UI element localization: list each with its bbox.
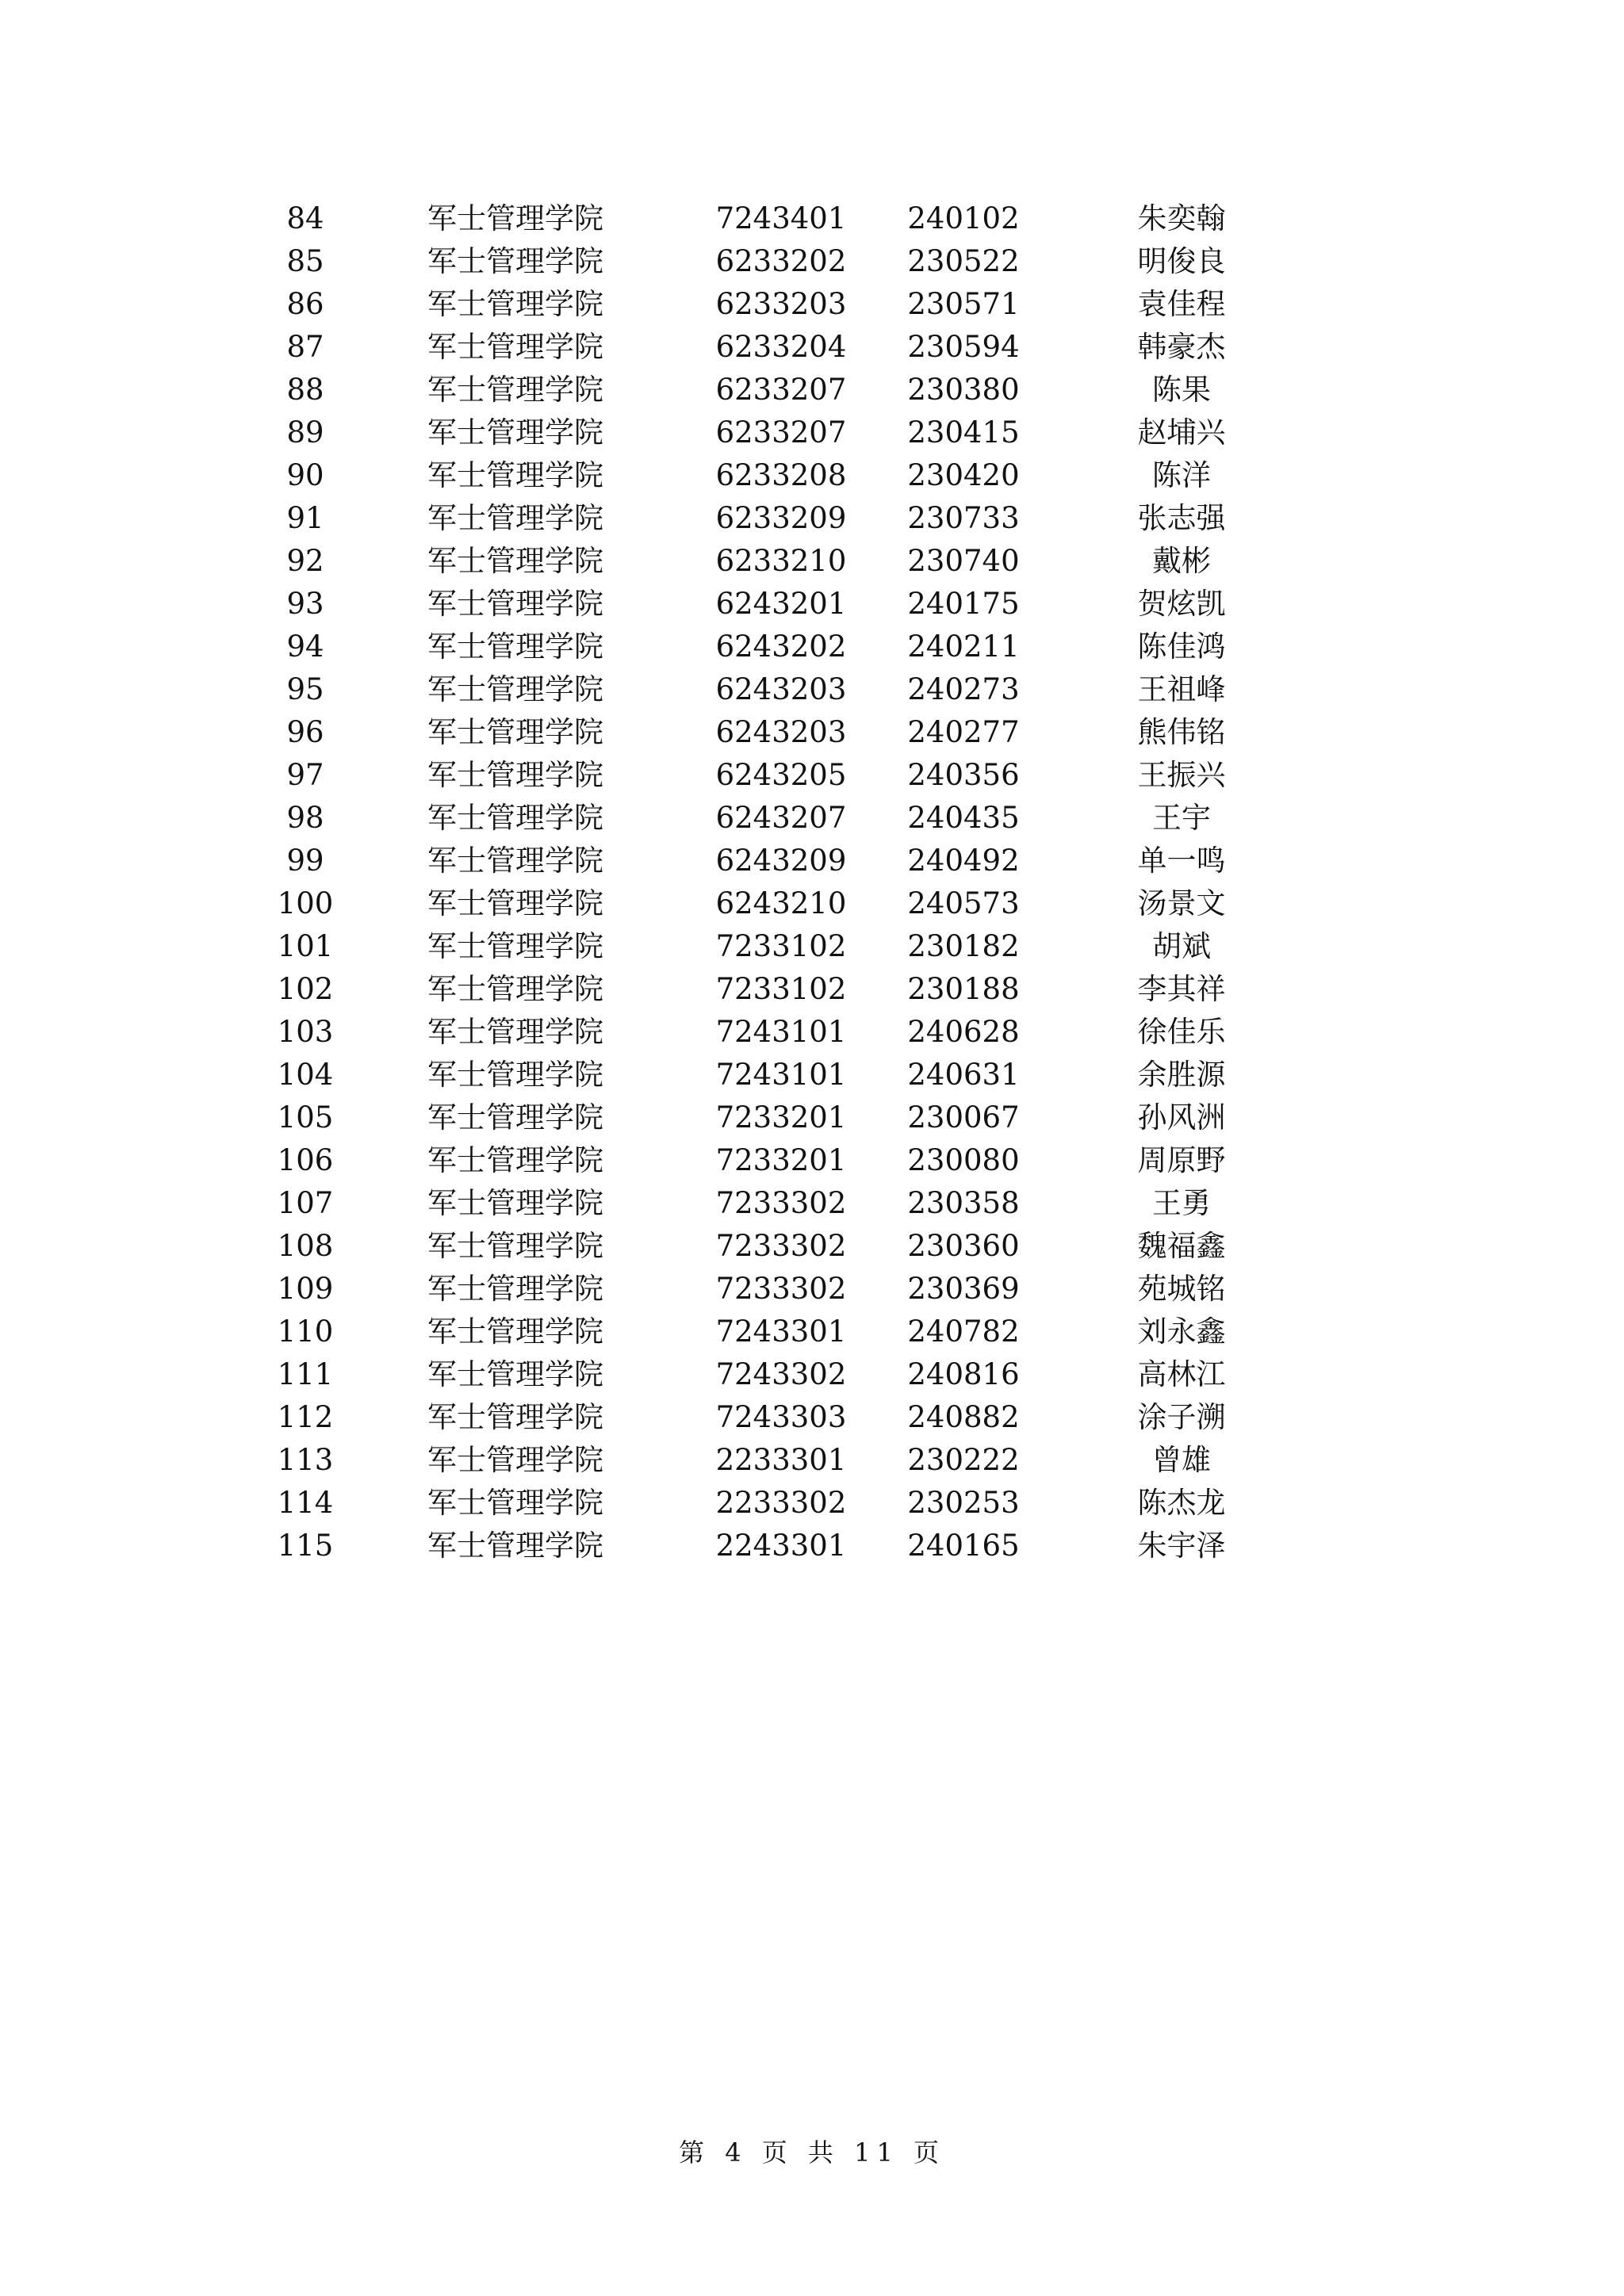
student-name-cell: 王勇 <box>1152 1186 1211 1220</box>
class-number-cell: 6233204 <box>715 330 847 364</box>
student-name-cell: 苑城铭 <box>1137 1272 1226 1306</box>
class-number-cell: 2243301 <box>715 1529 847 1563</box>
row-number: 110 <box>277 1314 334 1349</box>
table-row <box>238 283 1396 326</box>
class-number-cell: 6233202 <box>715 244 847 278</box>
college-cell: 军士管理学院 <box>427 1229 603 1263</box>
class-number-cell: 6233210 <box>715 544 847 578</box>
class-number-cell: 2233301 <box>715 1443 847 1477</box>
student-name-cell: 李其祥 <box>1137 972 1226 1006</box>
table-row <box>238 197 1396 240</box>
student-name-cell: 王祖峰 <box>1137 672 1226 706</box>
row-number: 93 <box>286 587 324 621</box>
class-number-cell: 7243401 <box>715 201 847 235</box>
table-row <box>238 1182 1396 1225</box>
student-id-cell: 240356 <box>907 758 1020 792</box>
student-id-cell: 230415 <box>907 415 1020 450</box>
college-cell: 军士管理学院 <box>427 1529 603 1563</box>
student-id-cell: 240277 <box>907 715 1020 749</box>
student-name-cell: 汤景文 <box>1137 886 1226 920</box>
student-name-cell: 陈佳鸿 <box>1137 629 1226 664</box>
class-number-cell: 6243210 <box>715 886 847 920</box>
table-row <box>238 1096 1396 1139</box>
student-id-cell: 230182 <box>907 929 1020 963</box>
student-id-cell: 240816 <box>907 1357 1020 1391</box>
table-row <box>238 540 1396 583</box>
student-id-cell: 230067 <box>907 1100 1020 1135</box>
footer-total-pages: 11 <box>854 2137 899 2168</box>
college-cell: 军士管理学院 <box>427 330 603 364</box>
row-number: 95 <box>286 672 324 706</box>
student-id-cell: 230358 <box>907 1186 1020 1220</box>
student-id-cell: 230222 <box>907 1443 1020 1477</box>
student-name-cell: 王振兴 <box>1137 758 1226 792</box>
student-id-cell: 240628 <box>907 1015 1020 1049</box>
row-number: 114 <box>277 1486 334 1520</box>
row-number: 115 <box>277 1529 334 1563</box>
student-name-cell: 戴彬 <box>1152 544 1211 578</box>
row-number: 111 <box>277 1357 334 1391</box>
table-row <box>238 1225 1396 1268</box>
table-row <box>238 882 1396 925</box>
footer-prefix: 第 <box>679 2137 711 2168</box>
student-id-cell: 230380 <box>907 373 1020 407</box>
student-id-cell: 230571 <box>907 287 1020 321</box>
class-number-cell: 6243207 <box>715 801 847 835</box>
table-row <box>238 1396 1396 1439</box>
student-id-cell: 230420 <box>907 458 1020 492</box>
student-id-cell: 240102 <box>907 201 1020 235</box>
row-number: 84 <box>286 201 324 235</box>
table-row <box>238 711 1396 754</box>
row-number: 109 <box>277 1272 334 1306</box>
class-number-cell: 2233302 <box>715 1486 847 1520</box>
roster-table <box>238 197 1396 1567</box>
table-row <box>238 369 1396 411</box>
student-name-cell: 王宇 <box>1152 801 1211 835</box>
class-number-cell: 6233207 <box>715 415 847 450</box>
table-row <box>238 797 1396 840</box>
student-name-cell: 陈杰龙 <box>1137 1486 1226 1520</box>
college-cell: 军士管理学院 <box>427 201 603 235</box>
college-cell: 军士管理学院 <box>427 1100 603 1135</box>
student-id-cell: 240573 <box>907 886 1020 920</box>
table-row <box>238 925 1396 968</box>
table-row <box>238 1268 1396 1311</box>
row-number: 97 <box>286 758 324 792</box>
college-cell: 军士管理学院 <box>427 415 603 450</box>
college-cell: 军士管理学院 <box>427 886 603 920</box>
student-name-cell: 朱宇泽 <box>1137 1529 1226 1563</box>
class-number-cell: 7233102 <box>715 972 847 1006</box>
row-number: 104 <box>277 1058 334 1092</box>
student-id-cell: 230740 <box>907 544 1020 578</box>
class-number-cell: 6233208 <box>715 458 847 492</box>
class-number-cell: 6243205 <box>715 758 847 792</box>
row-number: 85 <box>286 244 324 278</box>
class-number-cell: 7233201 <box>715 1143 847 1177</box>
class-number-cell: 7243101 <box>715 1058 847 1092</box>
college-cell: 军士管理学院 <box>427 1400 603 1434</box>
student-name-cell: 陈洋 <box>1152 458 1211 492</box>
student-id-cell: 230188 <box>907 972 1020 1006</box>
college-cell: 军士管理学院 <box>427 844 603 878</box>
row-number: 113 <box>277 1443 334 1477</box>
student-id-cell: 240165 <box>907 1529 1020 1563</box>
student-id-cell: 230733 <box>907 501 1020 535</box>
student-name-cell: 袁佳程 <box>1137 287 1226 321</box>
student-name-cell: 余胜源 <box>1137 1058 1226 1092</box>
table-row <box>238 1525 1396 1567</box>
student-name-cell: 胡斌 <box>1152 929 1211 963</box>
college-cell: 军士管理学院 <box>427 758 603 792</box>
student-name-cell: 徐佳乐 <box>1137 1015 1226 1049</box>
class-number-cell: 6243202 <box>715 629 847 664</box>
student-name-cell: 魏福鑫 <box>1137 1229 1226 1263</box>
college-cell: 军士管理学院 <box>427 544 603 578</box>
table-row <box>238 754 1396 797</box>
class-number-cell: 6243201 <box>715 587 847 621</box>
row-number: 99 <box>286 844 324 878</box>
college-cell: 军士管理学院 <box>427 244 603 278</box>
table-row <box>238 1482 1396 1525</box>
college-cell: 军士管理学院 <box>427 1015 603 1049</box>
student-name-cell: 涂子溯 <box>1137 1400 1226 1434</box>
row-number: 86 <box>286 287 324 321</box>
student-name-cell: 陈果 <box>1152 373 1211 407</box>
row-number: 103 <box>277 1015 334 1049</box>
college-cell: 军士管理学院 <box>427 972 603 1006</box>
student-id-cell: 230360 <box>907 1229 1020 1263</box>
table-row <box>238 1054 1396 1096</box>
student-name-cell: 周原野 <box>1137 1143 1226 1177</box>
college-cell: 军士管理学院 <box>427 715 603 749</box>
student-id-cell: 240273 <box>907 672 1020 706</box>
college-cell: 军士管理学院 <box>427 501 603 535</box>
class-number-cell: 7233302 <box>715 1186 847 1220</box>
class-number-cell: 6233207 <box>715 373 847 407</box>
college-cell: 军士管理学院 <box>427 1443 603 1477</box>
college-cell: 军士管理学院 <box>427 629 603 664</box>
college-cell: 军士管理学院 <box>427 1143 603 1177</box>
college-cell: 军士管理学院 <box>427 1186 603 1220</box>
class-number-cell: 6233209 <box>715 501 847 535</box>
college-cell: 军士管理学院 <box>427 373 603 407</box>
table-row <box>238 1139 1396 1182</box>
student-id-cell: 240492 <box>907 844 1020 878</box>
footer-suffix: 页 <box>913 2137 945 2168</box>
student-id-cell: 240175 <box>907 587 1020 621</box>
row-number: 92 <box>286 544 324 578</box>
table-row <box>238 1311 1396 1353</box>
table-row <box>238 240 1396 283</box>
table-row <box>238 1011 1396 1054</box>
class-number-cell: 7233302 <box>715 1229 847 1263</box>
row-number: 91 <box>286 501 324 535</box>
student-name-cell: 熊伟铭 <box>1137 715 1226 749</box>
row-number: 105 <box>277 1100 334 1135</box>
class-number-cell: 6243203 <box>715 672 847 706</box>
student-id-cell: 240435 <box>907 801 1020 835</box>
student-name-cell: 朱奕翰 <box>1137 201 1226 235</box>
class-number-cell: 7233302 <box>715 1272 847 1306</box>
row-number: 112 <box>277 1400 334 1434</box>
row-number: 96 <box>286 715 324 749</box>
row-number: 106 <box>277 1143 334 1177</box>
row-number: 100 <box>277 886 334 920</box>
student-name-cell: 孙风洲 <box>1137 1100 1226 1135</box>
table-row <box>238 626 1396 668</box>
row-number: 87 <box>286 330 324 364</box>
student-name-cell: 曾雄 <box>1152 1443 1211 1477</box>
student-name-cell: 赵埔兴 <box>1137 415 1226 450</box>
row-number: 89 <box>286 415 324 450</box>
college-cell: 军士管理学院 <box>427 801 603 835</box>
class-number-cell: 7243303 <box>715 1400 847 1434</box>
class-number-cell: 7243301 <box>715 1314 847 1349</box>
student-id-cell: 240882 <box>907 1400 1020 1434</box>
footer-page-number: 4 <box>725 2137 748 2168</box>
page-footer <box>0 2133 1624 2169</box>
class-number-cell: 7243101 <box>715 1015 847 1049</box>
college-cell: 军士管理学院 <box>427 1357 603 1391</box>
student-id-cell: 230594 <box>907 330 1020 364</box>
table-row <box>238 840 1396 882</box>
student-id-cell: 240782 <box>907 1314 1020 1349</box>
student-id-cell: 240211 <box>907 629 1020 664</box>
college-cell: 军士管理学院 <box>427 1058 603 1092</box>
row-number: 107 <box>277 1186 334 1220</box>
student-id-cell: 230080 <box>907 1143 1020 1177</box>
row-number: 90 <box>286 458 324 492</box>
student-name-cell: 贺炫凯 <box>1137 587 1226 621</box>
student-id-cell: 230522 <box>907 244 1020 278</box>
table-row <box>238 1439 1396 1482</box>
college-cell: 军士管理学院 <box>427 587 603 621</box>
class-number-cell: 7233102 <box>715 929 847 963</box>
row-number: 102 <box>277 972 334 1006</box>
table-row <box>238 454 1396 497</box>
student-name-cell: 刘永鑫 <box>1137 1314 1226 1349</box>
table-row <box>238 668 1396 711</box>
student-name-cell: 高林江 <box>1137 1357 1226 1391</box>
row-number: 98 <box>286 801 324 835</box>
table-row <box>238 411 1396 454</box>
college-cell: 军士管理学院 <box>427 1486 603 1520</box>
student-name-cell: 韩豪杰 <box>1137 330 1226 364</box>
student-name-cell: 明俊良 <box>1137 244 1226 278</box>
college-cell: 军士管理学院 <box>427 1314 603 1349</box>
student-id-cell: 230369 <box>907 1272 1020 1306</box>
table-row <box>238 497 1396 540</box>
class-number-cell: 6233203 <box>715 287 847 321</box>
student-id-cell: 240631 <box>907 1058 1020 1092</box>
college-cell: 军士管理学院 <box>427 672 603 706</box>
class-number-cell: 7243302 <box>715 1357 847 1391</box>
student-name-cell: 单一鸣 <box>1137 844 1226 878</box>
student-id-cell: 230253 <box>907 1486 1020 1520</box>
student-name-cell: 张志强 <box>1137 501 1226 535</box>
class-number-cell: 6243203 <box>715 715 847 749</box>
college-cell: 军士管理学院 <box>427 929 603 963</box>
table-row <box>238 1353 1396 1396</box>
row-number: 101 <box>277 929 334 963</box>
class-number-cell: 7233201 <box>715 1100 847 1135</box>
class-number-cell: 6243209 <box>715 844 847 878</box>
college-cell: 军士管理学院 <box>427 458 603 492</box>
college-cell: 军士管理学院 <box>427 287 603 321</box>
row-number: 108 <box>277 1229 334 1263</box>
college-cell: 军士管理学院 <box>427 1272 603 1306</box>
table-row <box>238 583 1396 626</box>
footer-middle: 页 共 <box>761 2137 840 2168</box>
table-row <box>238 968 1396 1011</box>
row-number: 88 <box>286 373 324 407</box>
table-row <box>238 326 1396 369</box>
row-number: 94 <box>286 629 324 664</box>
